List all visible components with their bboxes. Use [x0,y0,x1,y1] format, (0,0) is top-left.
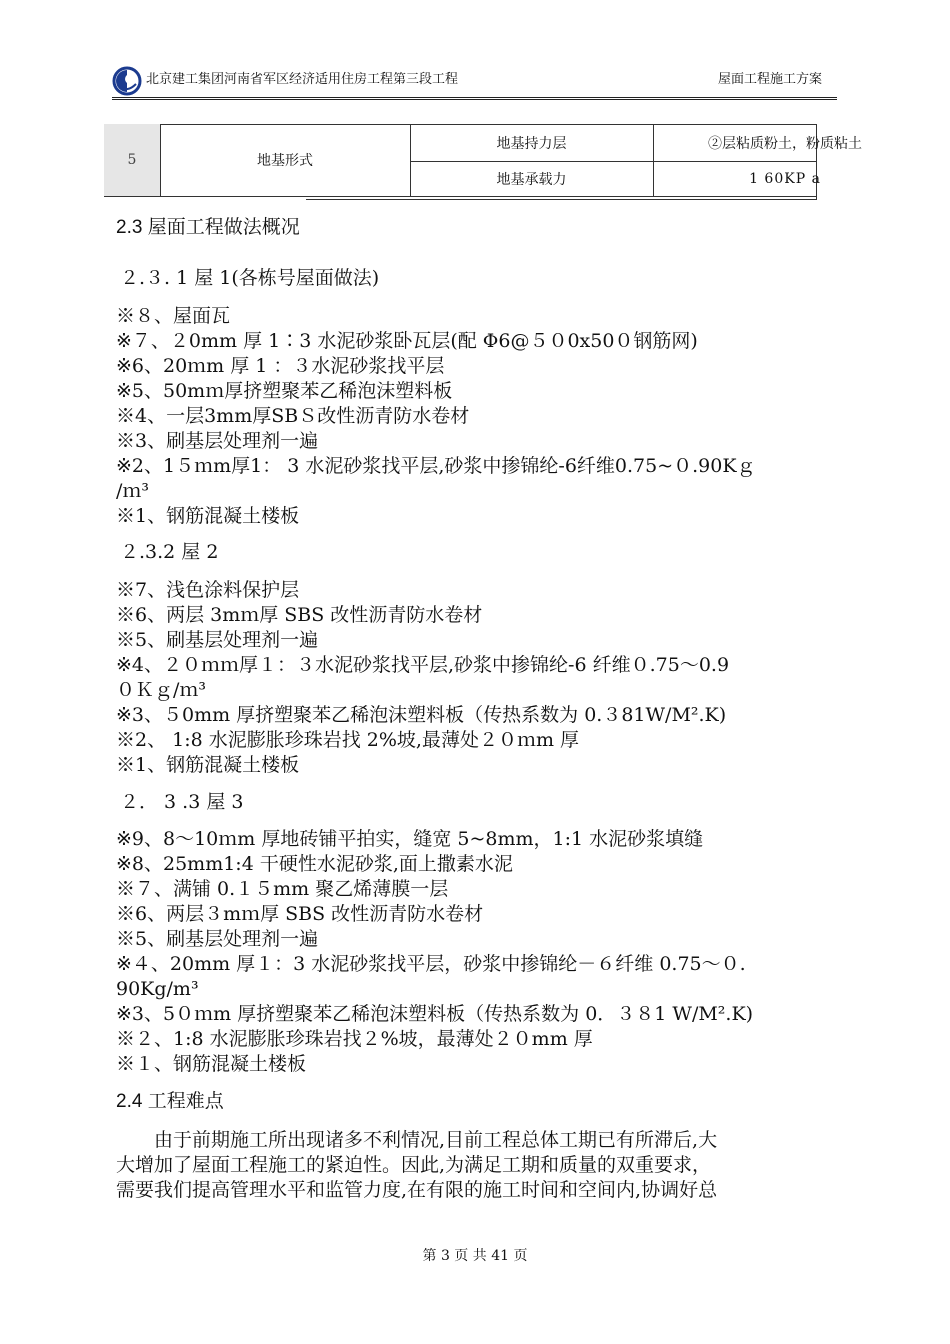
section-heading: 2.3 屋面工程做法概况 [116,217,300,238]
list-item: ※7、浅色涂料保护层 [116,579,300,601]
list-item: ※3、刷基层处理剂一遍 [116,430,319,452]
header-document-title: 屋面工程施工方案 [717,72,822,87]
header-project-title: 北京建工集团河南省军区经济适用住房工程第三段工程 [146,72,459,87]
page-header [112,60,836,100]
subsection-heading: ２.3.2 屋 2 [120,541,219,563]
subsection-heading: ２.３. 1 屋 1(各栋号屋面做法) [120,267,380,289]
list-item: ※７、满铺 0.１５mm 聚乙烯薄膜一层 [116,878,449,900]
list-item: ※1、钢筋混凝土楼板 [116,505,300,527]
paragraph-line: 需要我们提高管理水平和监管力度,在有限的施工时间和空间内,协调好总 [116,1179,718,1201]
paragraph-line: 大增加了屋面工程施工的紧迫性。因此,为满足工期和质量的双重要求， [116,1154,712,1176]
list-item: ※8、25mm1:4 干硬性水泥砂浆,面上撒素水泥 [116,853,513,875]
table-cell-value: ②层粘质粉土，粉质粘土 [708,135,862,152]
list-item: ※5、50mｍ厚挤塑聚苯乙稀泡沫塑料板 [116,380,453,402]
section-heading: 2.4 工程难点 [116,1091,224,1112]
list-item: 90Kg/m³ [116,978,199,1000]
page-number: 第 3 页 共 41 页 [422,1248,528,1264]
list-item: ※9、8～10ｍm 厚地砖铺平拍实，缝宽 5~8mm，1:1 水泥砂浆填缝 [116,828,704,850]
list-item: ※７、２0mm 厚 1∶3 水泥砂浆卧瓦层(配 Φ6@５０0x50０钢筋网) [116,330,698,352]
table-cell-value: 1 60KP a [749,170,821,187]
list-item: ※4、２０ｍｍ厚１：３水泥砂浆找平层,砂浆中掺锦纶-6 纤维０.75～0.9 [116,654,730,676]
list-item: ※２、1:8 水泥膨胀珍珠岩找２%坡，最薄处２０mm 厚 [116,1028,593,1050]
paragraph-line: 由于前期施工所出现诸多不利情况,目前工程总体工期已有所滞后,大 [116,1129,718,1151]
foundation-table [104,124,862,201]
table-cell-label: 地基承载力 [496,171,567,188]
list-item: ※８、屋面瓦 [116,305,231,327]
list-item: ※6、两层３mｍ厚 SBS 改性沥青防水卷材 [116,903,484,925]
list-item: ※１、钢筋混凝土楼板 [116,1053,307,1075]
list-item: ※3、5０ｍm 厚挤塑聚苯乙稀泡沫塑料板（传热系数为 0．３８1 W/M².K) [116,1003,754,1025]
list-item: ※2、1５ｍm厚1： 3 水泥砂浆找平层,砂浆中掺锦纶-6纤维0.75~０.90Kｇ [116,455,756,477]
table-cell-label: 地基持力层 [496,135,567,152]
list-item: /ｍ³ [116,480,150,502]
list-item: ※4、一层3mm厚SBＳ改性沥青防水卷材 [116,405,470,427]
table-row-number: 5 [104,124,160,196]
header-rule [112,97,837,100]
list-item: ※2、 1:8 水泥膨胀珍珠岩找 2%坡,最薄处２０ｍm 厚 [116,729,580,751]
subsection-heading: ２． 3 .3 屋 3 [120,791,244,813]
table-row-name: 地基形式 [257,153,313,169]
company-logo-icon [112,66,142,96]
list-item: ※3、５0mm 厚挤塑聚苯乙稀泡沫塑料板（传热系数为 0.３81W/M².K) [116,704,727,726]
list-item: ※４、20mm 厚１：3 水泥砂浆找平层，砂浆中掺锦纶－６纤维 0.75～０. [116,953,746,975]
list-item: ※6、两层 3mｍ厚 SBS 改性沥青防水卷材 [116,604,483,626]
list-item: ※6、20ｍm 厚 1 ：３水泥砂浆找平层 [116,355,445,377]
list-item: ０Ｋｇ/ｍ³ [116,679,207,701]
list-item: ※5、刷基层处理剂一遍 [116,928,319,950]
list-item: ※5、刷基层处理剂一遍 [116,629,319,651]
list-item: ※1、钢筋混凝土楼板 [116,754,300,776]
